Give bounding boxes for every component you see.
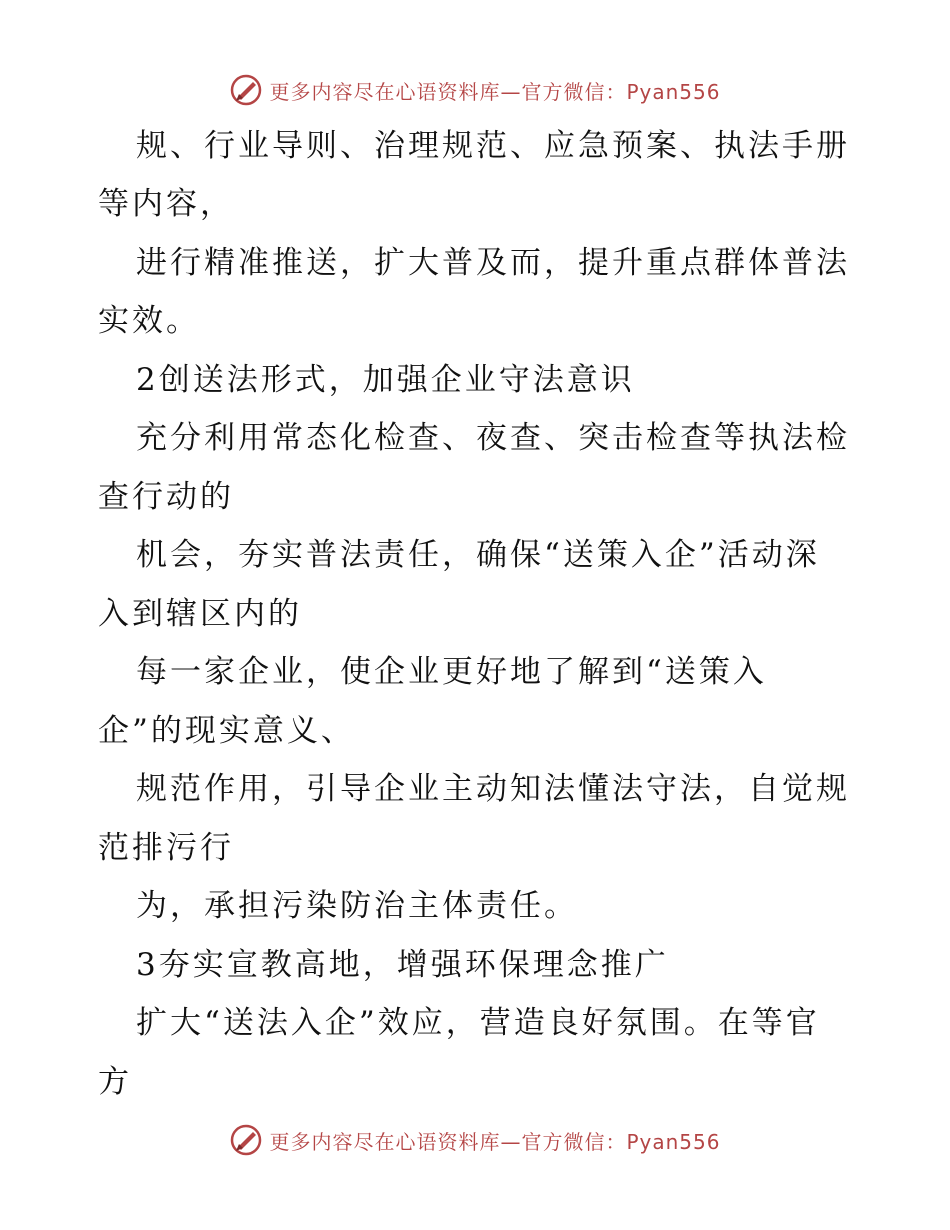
watermark-text: 更多内容尽在心语资料库—官方微信：Pyan556: [269, 1129, 721, 1154]
text-line: 每一家企业，使企业更好地了解到“送策入: [136, 654, 767, 690]
text-line: 范排污行: [98, 830, 234, 866]
text-line: 为，承担污染防治主体责任。: [136, 888, 578, 924]
footer-watermark: [0, 1120, 950, 1160]
text-line: 等内容，: [98, 186, 234, 222]
section-heading: 3夯实宣教高地，增强环保理念推广: [136, 947, 669, 983]
text-line: 实效。: [98, 303, 200, 339]
text-line: 规、行业导则、治理规范、应急预案、执法手册: [136, 128, 850, 164]
text-line: 入到辖区内的: [98, 596, 302, 632]
text-line: 企”的现实意义、: [98, 713, 355, 749]
text-line: 扩大“送法入企”效应，营造良好氛围。在等官: [136, 1005, 820, 1041]
text-line: 充分利用常态化检查、夜查、突击检查等执法检: [136, 420, 850, 456]
text-line: 规范作用，引导企业主动知法懂法守法，自觉规: [136, 771, 850, 807]
section-heading: 2创送法形式，加强企业守法意识: [136, 362, 635, 398]
header-watermark: [0, 70, 950, 110]
text-line: 机会，夯实普法责任，确保“送策入企”活动深: [136, 537, 820, 573]
logo-icon: [229, 73, 263, 107]
text-line: 进行精准推送，扩大普及而，提升重点群体普法: [136, 245, 850, 281]
text-line: 查行动的: [98, 479, 234, 515]
text-line: 方: [98, 1064, 132, 1100]
watermark-text: 更多内容尽在心语资料库—官方微信：Pyan556: [269, 79, 721, 104]
logo-icon: [229, 1123, 263, 1157]
